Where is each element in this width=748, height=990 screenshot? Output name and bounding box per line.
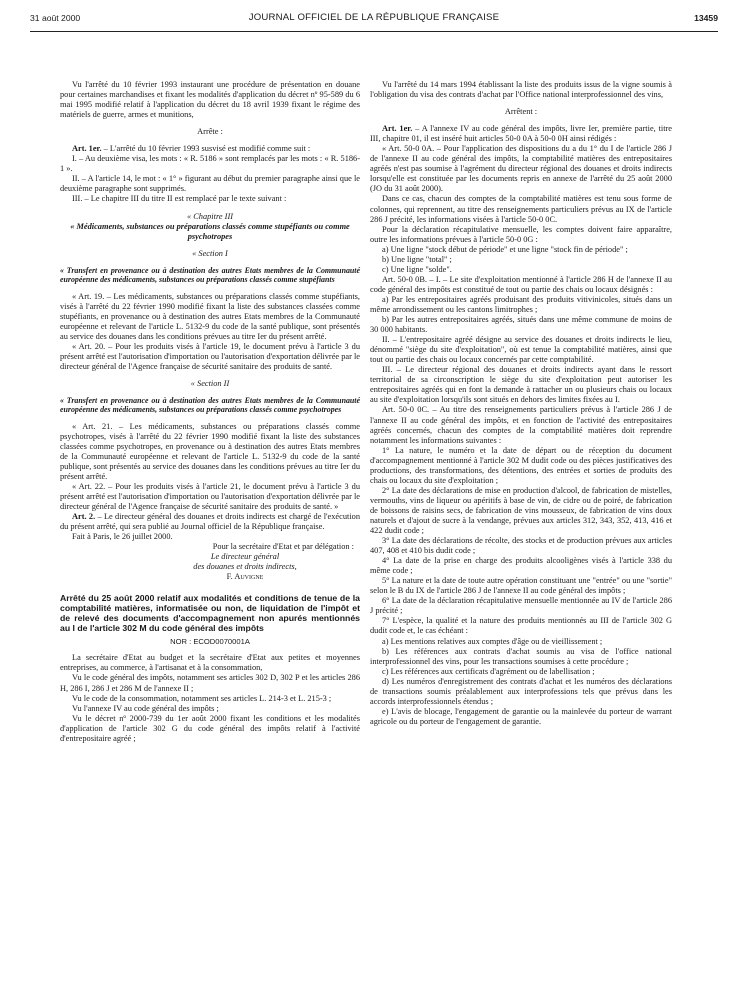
signature-title-1: Le directeur général [210,552,280,562]
item-b-iii: III. – Le directeur régional des douanes et droits indirects ayant dans le ressort territorial de sa circonscription le siège du site d'exploitation peut autoriser les entrepositaires agréés qui en font la demande à rattacher un ou plusieurs chais ou locaux au site d'exploitation lorsqu'ils sont situés en dehors des limites fixées au I. [370,365,672,405]
arrete-heading: Arrête : [197,127,223,137]
page-header [30,10,718,26]
article-50-0-0a: « Art. 50-0 0A. – Pour l'application des dispositions du a du 1° du I de l'article 286 J de l'annexe II au code général des impôts, la comptabilité matières des entrepositaires agréés n'est pas soumise à l'agrément du directeur régional des douanes et droits indirects lorsqu'elle est constituée par les documents repris en annexe de l'arrêté du 25 août 2000 (JO du 31 août 2000). [370,144,672,194]
article-text: – Le directeur général des douanes et droits indirects est chargé de l'exécution du présent arrêté, qui sera publié au Journal officiel de la République française. [60,512,360,532]
signature-delegation: Pour la secrétaire d'Etat et par délégation : [212,542,354,552]
item-i: I. – Au deuxième visa, les mots : « R. 5186 » sont remplacés par les mots : « R. 5186-1 ». [60,154,360,174]
visa-arrete-1994: Vu l'arrêté du 14 mars 1994 établissant la liste des produits issus de la vigne soumis à l'obligation du visa des contrats d'achat par l'Office national interprofessionnel des vins, [370,80,672,100]
item-c-7e: e) L'avis de blocage, l'engagement de garantie ou la mainlevée du porteur de warrant agricole ou du porteur de l'engagement de garantie. [370,706,672,726]
page-number: 13459 [694,13,718,23]
item-c-4: 4° La date de la prise en charge des produits alcooligènes visés à l'article 338 du même code ; [370,556,672,576]
signature-name: F. Auvigne [226,572,264,582]
paragraph-dans-ce-cas: Dans ce cas, chacun des comptes de la comptabilité matières est tenu sous forme de colonnes, qui reprennent, au titre des renseignements particuliers prévus au IX de l'article 286 J précité, les informations visées à l'article 50-0 0C. [370,194,672,224]
visa-annexe-iv: Vu l'annexe IV au code général des impôts ; [72,703,219,713]
item-c-5: 5° La nature et la date de toute autre opération constituant une "entrée" ou une "sortie" selon le B du IX de l'article 286 J de l'annexe II au code général des impôts ; [370,576,672,596]
right-column [370,80,672,727]
article-label: Art. 2. [72,512,96,522]
article-50-0-0c: Art. 50-0 0C. – Au titre des renseignements particuliers prévus à l'article 286 J de l'annexe II au code général des impôts, et en fonction de l'activité des entrepositaires agréés concernés, chacun des comptes de la comptabilité matières doit reprendre notamment les informations suivantes : [370,405,672,445]
item-iii: III. – Le chapitre III du titre II est remplacé par le texte suivant : [72,194,287,204]
visa-decret: Vu le décret nº 2000-739 du 1er août 2000 fixant les conditions et les modalités d'application de l'article 302 G du code général des impôts relatif à l'activité d'entrepositaire agréé ; [60,713,360,743]
item-c-2: 2° La date des déclarations de mise en production d'alcool, de fabrication de mistelles, vermouths, vins de liqueur ou apéritifs à base de vin, de cidre ou de poiré, de fabrication de boissons de raisins secs, de fabrication de vins mousseux, de fabrication de vins doux naturels et d'ajout de sucre à la vendange, prévues aux articles 312, 343, 352, 413, 416 et 422 dudit code ; [370,485,672,536]
visa-cgi: Vu le code général des impôts, notamment ses articles 302 D, 302 P et les articles 286 H, 286 I, 286 J et 286 M de l'annexe II ; [60,673,360,693]
item-c-7d: d) Les numéros d'enregistrement des contrats d'achat et les numéros des déclarations de transactions soumis préalablement aux interprofessions tels que prévus dans les accords interprofessionnels étendus ; [370,676,672,706]
nor-reference: NOR : ECOD0070001A [170,637,250,647]
decree-title: Arrêté du 25 août 2000 relatif aux modalités et conditions de tenue de la comptabilité matières, informatisée ou non, de liquidation de l'impôt et de relevé des documents d'accompagnement non apurés mentionnés au I de l'article 302 M du code général des impôts [60,592,360,634]
article-text: – A l'annexe IV au code général des impôts, livre Ier, première partie, titre III, chapitre 01, il est inséré huit articles 50-0 0A à 50-0 0H ainsi rédigés : [370,124,673,144]
article-label: Art. 1er. [382,124,413,134]
item-c-7a: a) Les mentions relatives aux comptes d'âge ou de vieillissement ; [382,636,603,646]
issue-date: 31 août 2000 [30,13,81,23]
item-c-7b: b) Les références aux contrats d'achat soumis au visa de l'office national interprofessionnel des vins, pour les transactions soumises à cette procédure ; [370,646,672,666]
item-b-a: a) Par les entrepositaires agréés produisant des produits vitivinicoles, situés dans un même arrondissement ou les cantons limitrophes ; [370,294,672,314]
item-ii: II. – A l'article 14, le mot : « 1° » figurant au début du premier paragraphe ainsi que le deuxième paragraphe sont supprimés. [60,174,360,194]
item-c-7c: c) Les références aux certificats d'agrément ou de labellisation ; [382,666,595,676]
item-c-7: 7° L'espèce, la qualité et la nature des produits mentionnés au III de l'article 302 G dudit code et, le cas échéant : [370,616,672,636]
article-50-0-0b: Art. 50-0 0B. – I. – Le site d'exploitation mentionné à l'article 286 H de l'annexe II au code général des impôts est constitué de tout ou partie des chais ou locaux désignés : [370,274,672,294]
left-column [60,80,360,744]
article-21: « Art. 21. – Les médicaments, substances ou préparations classés comme psychotropes, visés à l'arrêté du 22 février 1990 modifié fixant la liste des substances classées comme psychotropes, en provenance ou à destination des autres Etats membres de la Communauté européenne et relevant de l'article L. 5132-9 du code de la santé publique, sont présentés au service des douanes dans les conditions prévues au titre Ier du présent arrêté. [60,421,360,481]
article-22: « Art. 22. – Pour les produits visés à l'article 21, le document prévu à l'article 3 du présent arrêté est l'autorisation d'importation ou l'autorisation d'exportation délivrée par le directeur général de l'Agence française de sécurité sanitaire des produits de santé. » [60,482,360,512]
section-1-label: « Section I [192,248,228,258]
visa-consommation: Vu le code de la consommation, notamment ses articles L. 214-3 et L. 215-3 ; [72,693,332,703]
fait-a-paris: Fait à Paris, le 26 juillet 2000. [72,532,173,542]
paragraph-declaration: Pour la déclaration récapitulative mensuelle, les comptes doivent faire apparaître, outre les informations prévues à l'article 50-0 0G : [370,224,672,244]
article-1 [60,144,360,154]
section-2-title: « Transfert en provenance ou à destination des autres Etats membres de la Communauté européenne des médicaments, substances ou préparations classés comme psychotropes [60,395,360,415]
article-20: « Art. 20. – Pour les produits visés à l'article 19, le document prévu à l'article 3 du présent arrêté est l'autorisation d'importation ou l'autorisation d'exportation délivrée par le directeur général de l'Agence française de sécurité sanitaire des produits de santé. [60,341,360,371]
item-b-b: b) Par les autres entrepositaires agréés, situés dans une même commune de moins de 30 000 habitants. [370,315,672,335]
journal-title: JOURNAL OFFICIEL DE LA RÉPUBLIQUE FRANÇAISE [248,12,500,23]
section-1-title: « Transfert en provenance ou à destination des autres Etats membres de la Communauté européenne des médicaments, substances ou préparations classés comme stupéfiants [60,265,360,285]
preamble: La secrétaire d'Etat au budget et la secrétaire d'Etat aux petites et moyennes entreprises, au commerce, à l'artisanat et à la consommation, [60,653,360,673]
article-2 [60,512,360,532]
item-b: b) Une ligne "total" ; [382,254,452,264]
article-label: Art. 1er. [72,144,102,154]
visa-paragraph: Vu l'arrêté du 10 février 1993 instaurant une procédure de présentation en douane pour certaines marchandises et fixant les modalités d'application du décret nº 95-589 du 6 mai 1995 modifié relatif à l'application du décret du 18 avril 1939 fixant le régime des matériels de guerre, armes et munitions, [60,80,360,120]
item-b-ii: II. – L'entrepositaire agréé désigne au service des douanes et droits indirects le lieu, dénommé "siège du site d'exploitation", où est tenue la comptabilité matières, ainsi que tout ou partie des chais ou locaux concernés par cette comptabilité. [370,335,672,365]
chapter-label: « Chapitre III [186,211,234,221]
chapter-title: « Médicaments, substances ou préparations classés comme stupéfiants ou comme psychotropes [70,221,350,241]
item-c: c) Une ligne "solde". [382,264,452,274]
item-c-3: 3° La date des déclarations de récolte, des stocks et de production prévues aux articles 407, 408 et 410 bis dudit code ; [370,536,672,556]
article-text: – L'arrêté du 10 février 1993 susvisé est modifié comme suit : [101,144,311,154]
signature-title-2: des douanes et droits indirects, [193,562,297,572]
item-c-6: 6° La date de la déclaration récapitulative mensuelle mentionnée au IV de l'article 286 J précité ; [370,596,672,616]
article-1-right [370,124,672,144]
arretent-heading: Arrêtent : [504,107,538,117]
header-rule [30,31,718,32]
item-a: a) Une ligne "stock début de période" et une ligne "stock fin de période" ; [382,244,628,254]
item-c-1: 1° La nature, le numéro et la date de départ ou de réception du document d'accompagnement mentionné à l'article 302 M dudit code ou des pièces justificatives des productions, des transformations, des détentions, des entrées et sorties de produits des chais ou locaux du site d'exploitation ; [370,445,672,485]
article-19: « Art. 19. – Les médicaments, substances ou préparations classés comme stupéfiants, visés à l'arrêté du 22 février 1990 modifié fixant la liste des substances classées comme stupéfiants, en provenance ou à destination des autres Etats membres de la Communauté européenne et relevant de l'article L. 5132-9 du code de la santé publique, sont présentés au service des douanes dans les conditions prévues au titre Ier du présent arrêté. [60,291,360,341]
section-2-label: « Section II [190,378,230,388]
